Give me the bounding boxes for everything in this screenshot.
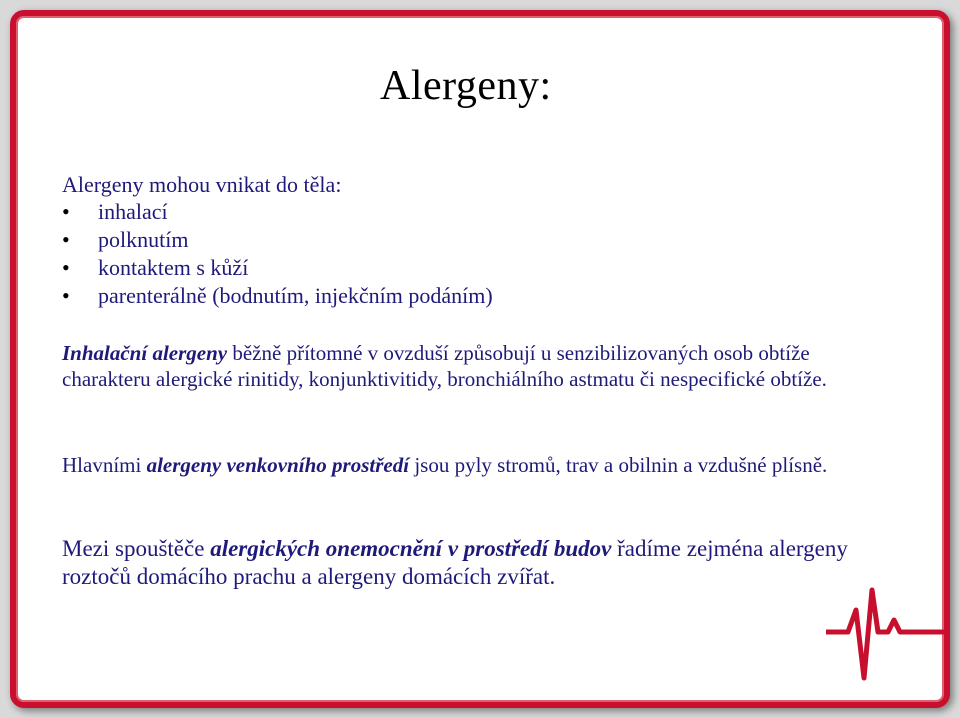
outdoor-allergens-paragraph: Hlavními alergeny venkovního prostředí jsou pyly stromů, trav a obilnin a vzdušné plísně. xyxy=(62,453,828,477)
bullet-icon: • xyxy=(62,199,70,224)
list-item: • parenterálně (bodnutím, injekčním podáním) xyxy=(62,283,493,308)
list-item: • polknutím xyxy=(62,227,189,252)
bullet-icon: • xyxy=(62,283,70,308)
bullet-icon: • xyxy=(62,255,70,280)
slide-title: Alergeny: xyxy=(380,63,552,109)
inhalation-allergens-paragraph: Inhalační alergeny běžně přítomné v ovzduší způsobují u senzibilizovaných osob obtíže charakteru alergické rinitidy, konjunktivitidy, bronchiálního astmatu či nespecifické obtíže. xyxy=(62,341,827,391)
list-item: • inhalací xyxy=(62,199,168,224)
heartbeat-line-icon xyxy=(826,560,950,690)
entry-routes-heading: Alergeny mohou vnikat do těla: xyxy=(62,172,342,197)
indoor-allergens-paragraph: Mezi spouštěče alergických onemocnění v prostředí budov řadíme zejména alergeny roztočů domácího prachu a alergeny domácích zvířat. xyxy=(62,536,848,589)
entry-routes-list xyxy=(62,198,493,310)
list-item: • kontaktem s kůží xyxy=(62,255,249,280)
bullet-icon: • xyxy=(62,227,70,252)
